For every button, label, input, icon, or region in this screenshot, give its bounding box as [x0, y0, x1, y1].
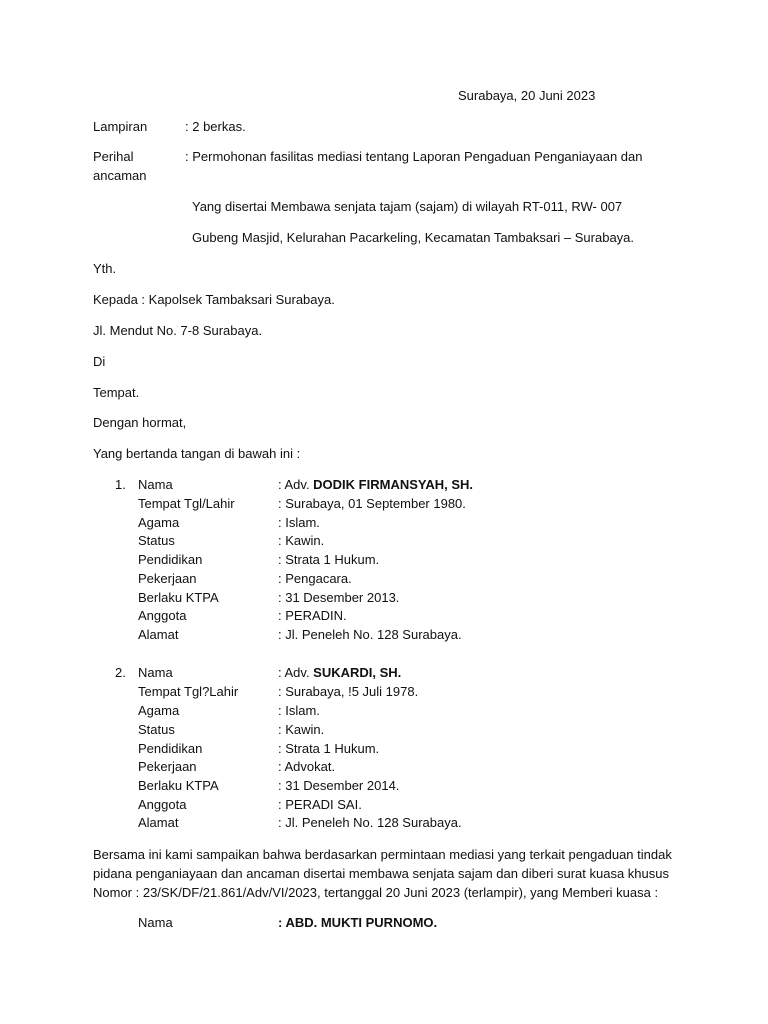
- yth: Yth.: [93, 261, 117, 276]
- person-2-ttl-label: Tempat Tgl?Lahir: [138, 684, 239, 699]
- person-1-number: 1.: [115, 477, 126, 492]
- client-name-label: Nama: [138, 915, 173, 930]
- person-1-ktpa-value: : 31 Desember 2013.: [278, 590, 400, 605]
- tempat: Tempat.: [93, 385, 140, 400]
- perihal-value: : Permohonan fasilitas mediasi tentang Laporan Pengaduan Penganiayaan dan: [185, 149, 643, 164]
- letter-date: Surabaya, 20 Juni 2023: [458, 88, 596, 103]
- person-1-name-value: : Adv. DODIK FIRMANSYAH, SH.: [278, 477, 474, 492]
- person-2-name-label: Nama: [138, 665, 173, 680]
- person-2-status-value: : Kawin.: [278, 722, 325, 737]
- person-1-status-value: : Kawin.: [278, 533, 325, 548]
- person-1-ttl-value: : Surabaya, 01 September 1980.: [278, 496, 466, 511]
- kepada: Kepada : Kapolsek Tambaksari Surabaya.: [93, 292, 335, 307]
- person-1-pekerjaan-label: Pekerjaan: [138, 571, 197, 586]
- person-2-agama-value: : Islam.: [278, 703, 320, 718]
- perihal-line-3: Gubeng Masjid, Kelurahan Pacarkeling, Kecamatan Tambaksari – Surabaya.: [192, 230, 635, 245]
- perihal-wrap: ancaman: [93, 168, 147, 183]
- person-2-anggota-label: Anggota: [138, 797, 187, 812]
- person-1-ktpa-label: Berlaku KTPA: [138, 590, 219, 605]
- person-2-agama-label: Agama: [138, 703, 180, 718]
- person-2-number: 2.: [115, 665, 126, 680]
- paragraph-line-3: Nomor : 23/SK/DF/21.861/Adv/VI/2023, tertanggal 20 Juni 2023 (terlampir), yang Memberi kuasa :: [93, 885, 659, 900]
- person-2-ktpa-value: : 31 Desember 2014.: [278, 778, 400, 793]
- person-1-agama-value: : Islam.: [278, 515, 320, 530]
- lampiran-label: Lampiran: [93, 119, 148, 134]
- person-2-pendidikan-label: Pendidikan: [138, 741, 203, 756]
- person-1-pendidikan-label: Pendidikan: [138, 552, 203, 567]
- person-2-status-label: Status: [138, 722, 175, 737]
- person-2-pekerjaan-value: : Advokat.: [278, 759, 336, 774]
- person-1-anggota-value: : PERADIN.: [278, 608, 347, 623]
- person-1-name-label: Nama: [138, 477, 173, 492]
- lampiran-value: : 2 berkas.: [185, 119, 246, 134]
- person-2-anggota-value: : PERADI SAI.: [278, 797, 362, 812]
- client-name-value: : ABD. MUKTI PURNOMO.: [278, 915, 438, 930]
- person-1-alamat-value: : Jl. Peneleh No. 128 Surabaya.: [278, 627, 462, 642]
- person-1-agama-label: Agama: [138, 515, 180, 530]
- person-2-name-value: : Adv. SUKARDI, SH.: [278, 665, 402, 680]
- person-1-pendidikan-value: : Strata 1 Hukum.: [278, 552, 380, 567]
- person-1-anggota-label: Anggota: [138, 608, 187, 623]
- perihal-line-2: Yang disertai Membawa senjata tajam (sajam) di wilayah RT-011, RW- 007: [192, 199, 623, 214]
- person-2-pendidikan-value: : Strata 1 Hukum.: [278, 741, 380, 756]
- person-1-pekerjaan-value: : Pengacara.: [278, 571, 352, 586]
- paragraph-line-2: pidana penganiayaan dan ancaman disertai membawa senjata sajam dan diberi surat kuasa khusus: [93, 866, 669, 881]
- person-1-alamat-label: Alamat: [138, 627, 179, 642]
- person-2-ktpa-label: Berlaku KTPA: [138, 778, 219, 793]
- person-2-ttl-value: : Surabaya, !5 Juli 1978.: [278, 684, 419, 699]
- di: Di: [93, 354, 106, 369]
- person-1-ttl-label: Tempat Tgl/Lahir: [138, 496, 235, 511]
- person-2-pekerjaan-label: Pekerjaan: [138, 759, 197, 774]
- person-1-status-label: Status: [138, 533, 175, 548]
- person-2-alamat-label: Alamat: [138, 815, 179, 830]
- person-2-alamat-value: : Jl. Peneleh No. 128 Surabaya.: [278, 815, 462, 830]
- alamat-tujuan: Jl. Mendut No. 7-8 Surabaya.: [93, 323, 263, 338]
- salam: Dengan hormat,: [93, 415, 187, 430]
- perihal-label: Perihal: [93, 149, 134, 164]
- paragraph-line-1: Bersama ini kami sampaikan bahwa berdasarkan permintaan mediasi yang terkait pengaduan tindak: [93, 847, 672, 862]
- intro: Yang bertanda tangan di bawah ini :: [93, 446, 301, 461]
